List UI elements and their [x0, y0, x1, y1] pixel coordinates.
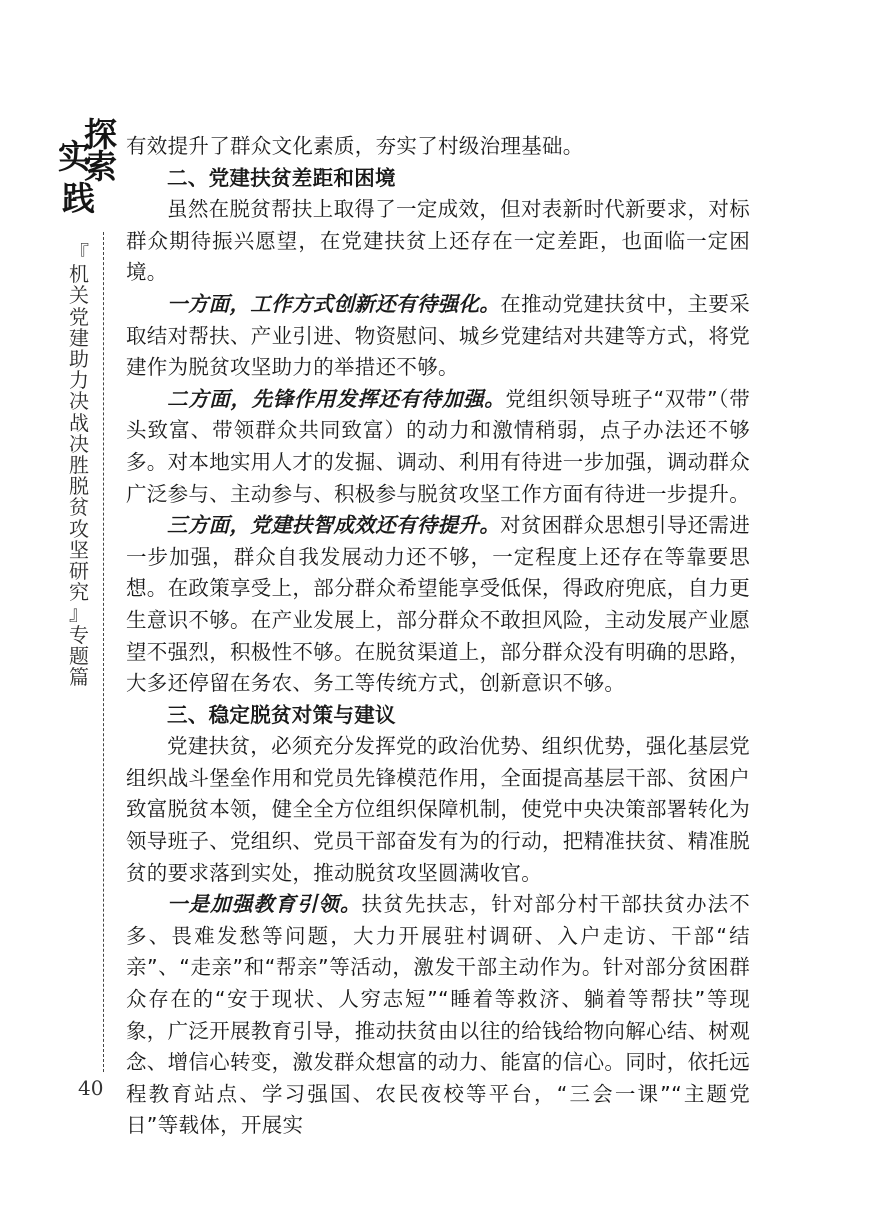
series-title-char: 究: [69, 580, 89, 605]
paragraph-body: 在推动党建扶贫中，主要采取结对帮扶、产业引进、物资慰问、城乡党建结对共建等方式，将党建作为脱贫攻坚助力的举措还不够。: [126, 291, 750, 380]
series-title-char: 决: [69, 431, 89, 456]
section-heading: 二、党建扶贫差距和困境: [167, 165, 396, 190]
page-number: 40: [78, 1076, 104, 1100]
paragraph-lead: 一方面，工作方式创新还有待强化。: [167, 291, 501, 316]
paragraph-body: 党组织领导班子“双带”（带头致富、带领群众共同致富）的动力和激情稍弱，点子办法还不够多。对本地实用人才的发掘、调动、利用有待进一步加强，调动群众广泛参与、主动参与、积极参与脱贫攻坚工作方面有待进一步提升。: [126, 386, 750, 506]
logo-char: 索: [84, 147, 117, 186]
paragraph: 党建扶贫，必须充分发挥党的政治优势、组织优势，强化基层党组织战斗堡垒作用和党员先锋模范作用，全面提高基层干部、贫困户致富脱贫本领，健全全方位组织保障机制，使党中央决策部署转化为领导班子、党组织、党员干部奋发有为的行动，把精准扶贫、精准脱贫的要求落到实处，推动脱贫攻坚圆满收官。: [126, 734, 750, 885]
logo-char: 践: [62, 179, 95, 218]
logo-char: 探: [84, 115, 117, 154]
series-title-char: 机: [69, 262, 89, 287]
paragraph-lead: 三方面，党建扶智成效还有待提升。: [167, 513, 501, 538]
series-title-char: 建: [69, 325, 89, 350]
series-title-char: 关: [69, 283, 89, 308]
series-title-char: 篇: [69, 665, 89, 690]
series-title-char: 专: [69, 622, 89, 647]
series-title-char: 『: [69, 241, 89, 265]
paragraph: [126, 384, 750, 510]
paragraph: [126, 289, 750, 384]
series-title-char: 脱: [69, 474, 89, 499]
series-title-char: 贫: [69, 495, 89, 520]
series-title-char: 研: [69, 559, 89, 584]
paragraph-lead: 一是加强教育引领。: [167, 892, 362, 917]
series-title-char: 助: [69, 347, 89, 372]
series-title-char: 决: [69, 389, 89, 414]
series-title-char: 攻: [69, 516, 89, 541]
series-title-char: 战: [69, 410, 89, 435]
series-title-char: 党: [69, 304, 89, 329]
paragraph-lead: 二方面，先锋作用发挥还有待加强。: [167, 386, 506, 411]
margin-divider: [103, 232, 104, 1072]
series-title-char: 』: [69, 601, 89, 626]
series-logo: [58, 115, 118, 228]
logo-char: 实: [58, 137, 91, 176]
series-title-char: 力: [69, 368, 89, 393]
body-text: [126, 131, 750, 1142]
paragraph: 有效提升了群众文化素质，夯实了村级治理基础。: [126, 134, 584, 158]
paragraph-body: 扶贫先扶志，针对部分村干部扶贫办法不多、畏难发愁等问题，大力开展驻村调研、入户走访、干部“结亲”、“走亲”和“帮亲”等活动，激发干部主动作为。针对部分贫困群众存在的“安于现状、人穷志短”“睡着等救济、躺着等帮扶”等现象，广泛开展教育引导，推动扶贫由以往的给钱给物向解心结、树观念、增信心转变，激发群众想富的动力、能富的信心。同时，依托远程教育站点、学习强国、农民夜校等平台，“三会一课”“主题党日”等载体，开展实: [126, 892, 750, 1138]
series-title-char: 坚: [69, 537, 89, 562]
series-title-vertical: [66, 243, 92, 688]
paragraph: [126, 889, 750, 1142]
section-heading: 三、稳定脱贫对策与建议: [167, 702, 396, 727]
paragraph: [126, 510, 750, 700]
paragraph-body: 对贫困群众思想引导还需进一步加强，群众自我发展动力还不够，一定程度上还存在等靠要思想。在政策享受上，部分群众希望能享受低保，得政府兜底，自力更生意识不够。在产业发展上，部分群众不敢担风险，主动发展产业愿望不强烈，积极性不够。在脱贫渠道上，部分群众没有明确的思路，大多还停留在务农、务工等传统方式，创新意识不够。: [126, 513, 750, 696]
paragraph: 虽然在脱贫帮扶上取得了一定成效，但对表新时代新要求，对标群众期待振兴愿望，在党建扶贫上还存在一定差距，也面临一定困境。: [126, 197, 750, 285]
series-title-char: 题: [69, 643, 89, 668]
series-title-char: 胜: [69, 453, 89, 478]
